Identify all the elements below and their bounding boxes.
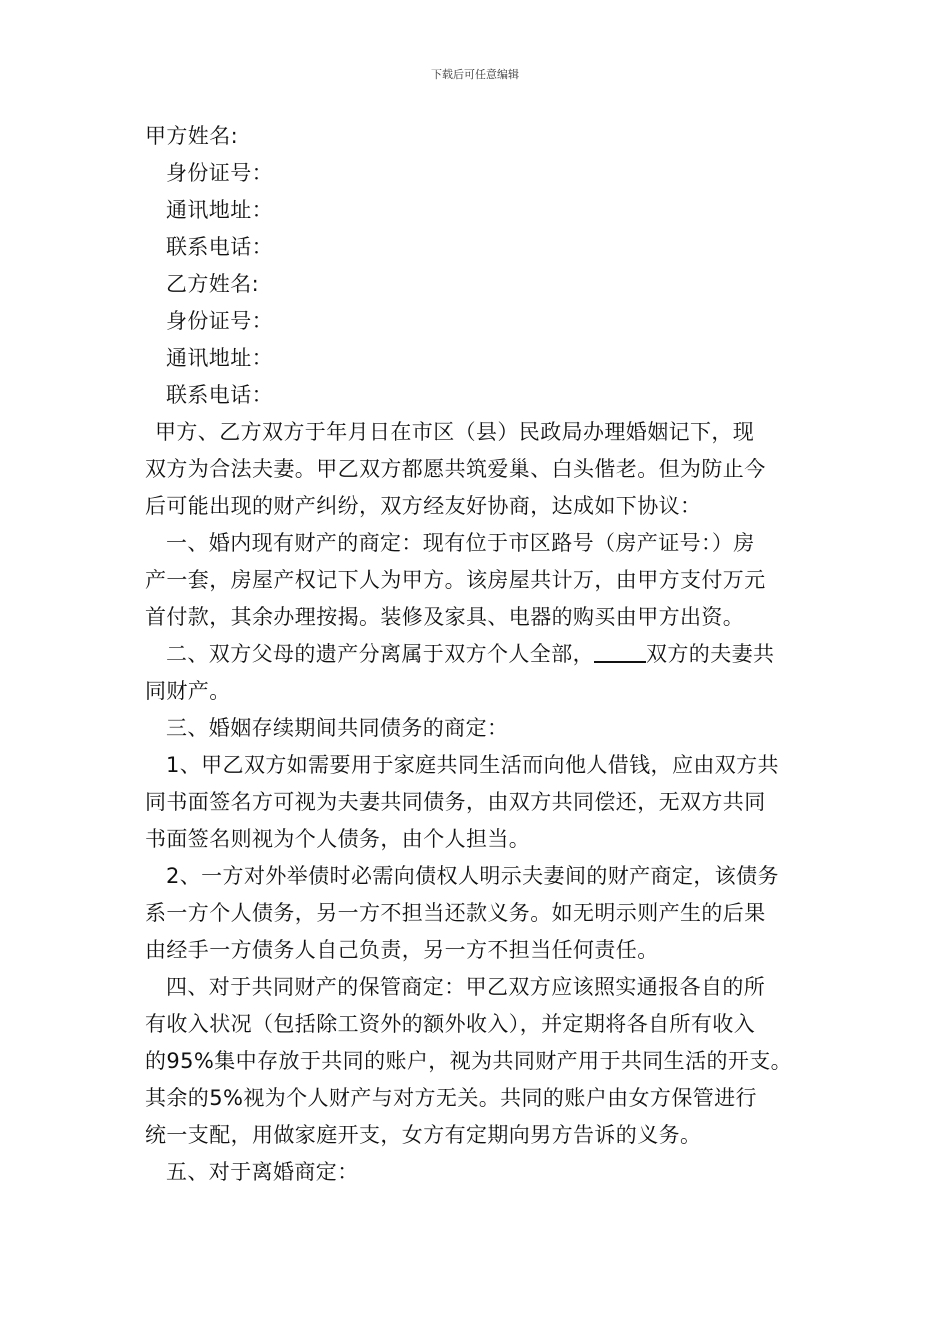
document-line: 同书面签名方可视为夫妻共同债务，由双方共同偿还，无双方共同 xyxy=(145,790,766,814)
document-line: 五、对于离婚商定： xyxy=(166,1160,359,1184)
document-line: 1、甲乙双方如需要用于家庭共同生活而向他人借钱，应由双方共 xyxy=(166,753,779,777)
document-line: 乙方姓名: xyxy=(166,272,260,296)
line-text: 双方的夫妻共 xyxy=(646,642,775,666)
document-line: 书面签名则视为个人债务，由个人担当。 xyxy=(145,827,531,851)
document-line: 四、对于共同财产的保管商定：甲乙双方应该照实通报各自的所 xyxy=(166,975,766,999)
document-line xyxy=(145,636,815,673)
document-line: 甲方、乙方双方于年月日在市区（县）民政局办理婚姻记下，现 xyxy=(155,420,755,444)
document-line: 联系电话： xyxy=(166,235,273,259)
document-line: 其余的5%视为个人财产与对方无关。共同的账户由女方保管进行 xyxy=(145,1086,757,1110)
document-line: 双方为合法夫妻。甲乙双方都愿共筑爱巢、白头偕老。但为防止今 xyxy=(145,457,766,481)
document-line: 甲方姓名: xyxy=(145,124,239,148)
fill-in-blank xyxy=(594,639,646,663)
line-text: 二、双方父母的遗产分离属于双方个人全部， xyxy=(166,642,594,666)
document-line: 同财产。 xyxy=(145,679,231,703)
document-line: 2、一方对外举债时必需向债权人明示夫妻间的财产商定，该债务 xyxy=(166,864,779,888)
document-line: 有收入状况（包括除工资外的额外收入），并定期将各自所有收入 xyxy=(145,1012,756,1036)
document-line: 身份证号： xyxy=(166,161,273,185)
document-body xyxy=(145,118,815,1191)
document-line: 通讯地址： xyxy=(166,198,273,222)
document-line: 联系电话： xyxy=(166,383,273,407)
document-line: 产一套，房屋产权记下人为甲方。该房屋共计万，由甲方支付万元 xyxy=(145,568,766,592)
document-line: 后可能出现的财产纠纷，双方经友好协商，达成如下协议： xyxy=(145,494,702,518)
document-line: 三、婚姻存续期间共同债务的商定： xyxy=(166,716,509,740)
page-header: 下载后可任意编辑 xyxy=(431,68,519,81)
document-line: 由经手一方债务人自己负责，另一方不担当任何责任。 xyxy=(145,938,659,962)
document-line: 通讯地址： xyxy=(166,346,273,370)
document-line: 系一方个人债务，另一方不担当还款义务。如无明示则产生的后果 xyxy=(145,901,766,925)
document-line: 的95%集中存放于共同的账户，视为共同财产用于共同生活的开支。 xyxy=(145,1049,793,1073)
document-line: 统一支配，用做家庭开支，女方有定期向男方告诉的义务。 xyxy=(145,1123,702,1147)
document-line: 身份证号： xyxy=(166,309,273,333)
document-line: 一、婚内现有财产的商定：现有位于市区路号（房产证号：）房 xyxy=(166,531,755,555)
document-line: 首付款，其余办理按揭。装修及家具、电器的购买由甲方出资。 xyxy=(145,605,745,629)
